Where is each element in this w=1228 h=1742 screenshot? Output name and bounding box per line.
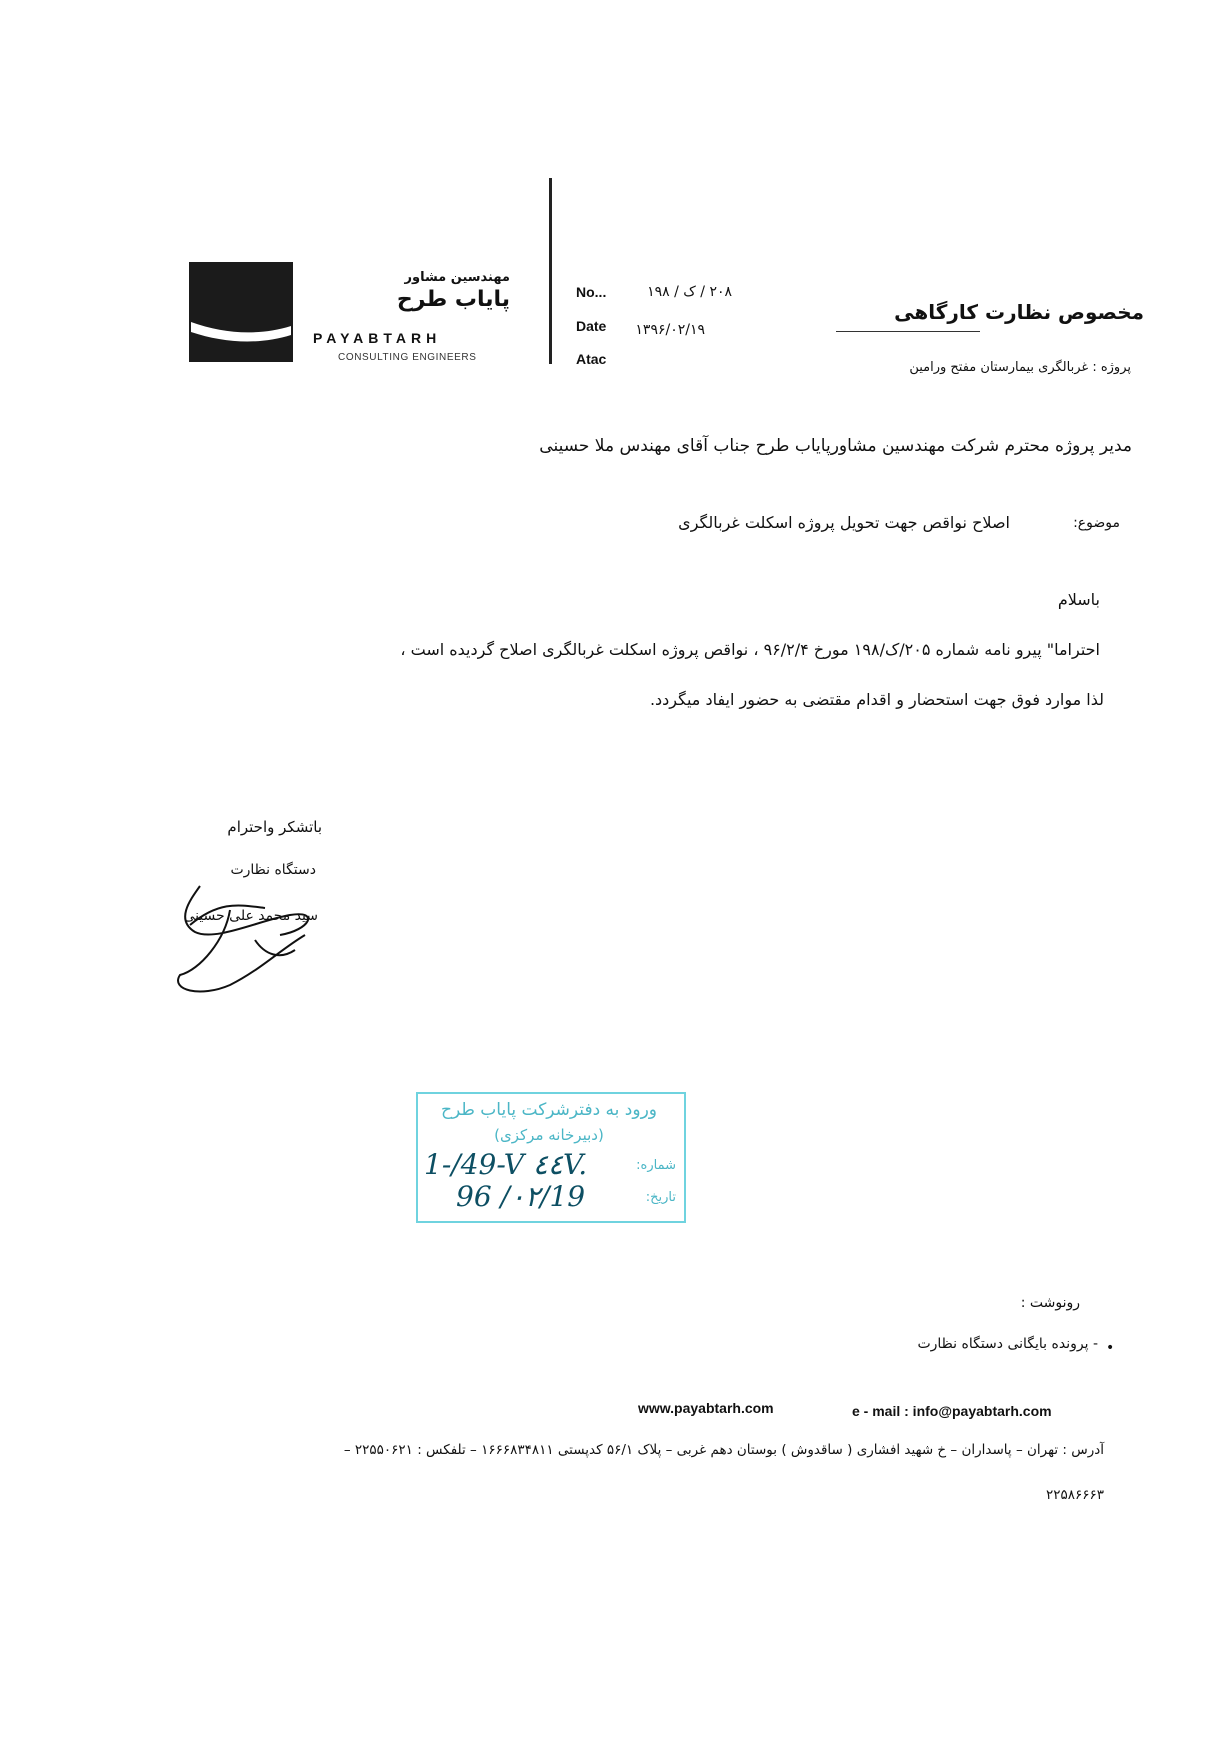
sign-name: سید محمد علی حسینی [183, 908, 318, 924]
ref-no-label: No... [576, 284, 607, 300]
heading-underline [836, 331, 980, 332]
brand-fa-small: مهندسین مشاور [404, 270, 510, 285]
stamp-title: ورود به دفترشرکت پایاب طرح [441, 1100, 657, 1120]
paragraph-1: احتراما" پیرو نامه شماره ۲۰۵/ک/۱۹۸ مورخ ۹۶/۲/۴ ، نواقص پروژه اسکلت غربالگری اصلاح گردیده است ، [400, 640, 1100, 659]
ref-date-label: Date [576, 318, 607, 334]
signature-scribble [170, 880, 330, 1010]
footer-address-2: ۲۲۵۸۶۶۶۳ [1045, 1487, 1104, 1503]
footer-website: www.payabtarh.com [638, 1400, 774, 1416]
footer-email: e - mail : info@payabtarh.com [852, 1403, 1052, 1419]
cc-label: رونوشت : [1020, 1295, 1080, 1311]
stamp-number-label: شماره: [636, 1158, 676, 1173]
recipient-line: مدیر پروژه محترم شرکت مهندسین مشاورپایاب طرح جناب آقای مهندس ملا حسینی [539, 436, 1132, 456]
brand-en-subtitle: CONSULTING ENGINEERS [338, 352, 477, 363]
footer-address-1: آدرس : تهران – پاسداران – خ شهید افشاری ( ساقدوش ) بوستان دهم غربی – پلاک ۵۶/۱ کدپستی ۱۶۶۶۸۳۴۸۱۱ – تلفکس : ۲۲۵۵۰۶۲۱ – [343, 1442, 1104, 1458]
stamp-subtitle: (دبیرخانه مرکزی) [494, 1126, 604, 1144]
sign-org: دستگاه نظارت [230, 862, 316, 878]
letterhead-divider [549, 178, 552, 364]
stamp-date-value: 96 /٠٢/19 [456, 1180, 586, 1213]
brand-fa-name: پایاب طرح [396, 287, 510, 312]
ref-no-value: ۲۰۸ / ک / ۱۹۸ [647, 284, 732, 300]
greeting: باسلام [1057, 590, 1100, 609]
brand-en-name: PAYABTARH [313, 330, 442, 346]
stamp-date-label: تاریخ: [645, 1190, 676, 1205]
subject-label: موضوع: [1073, 515, 1120, 531]
stamp-number-value: 1-/49-V ٤٤V. [424, 1148, 588, 1181]
heading-title: مخصوص نظارت کارگاهی [894, 300, 1144, 324]
ref-attach-label: Atac [576, 351, 607, 367]
logo-swoosh-icon [189, 262, 293, 362]
paragraph-2: لذا موارد فوق جهت استحضار و اقدام مقتضی به حضور ایفاد میگردد. [649, 690, 1104, 709]
received-stamp [416, 1092, 686, 1223]
logo-mark [189, 262, 293, 362]
subject-text: اصلاح نواقص جهت تحویل پروژه اسکلت غربالگری [678, 513, 1010, 532]
cc-item: - پرونده بایگانی دستگاه نظارت [917, 1336, 1098, 1352]
ref-date-value: ۱۳۹۶/۰۲/۱۹ [635, 322, 705, 338]
bullet-icon: • [1106, 1340, 1115, 1356]
closing: باتشکر واحترام [227, 818, 322, 836]
project-line: پروژه : غربالگری بیمارستان مفتح ورامین [909, 360, 1131, 375]
